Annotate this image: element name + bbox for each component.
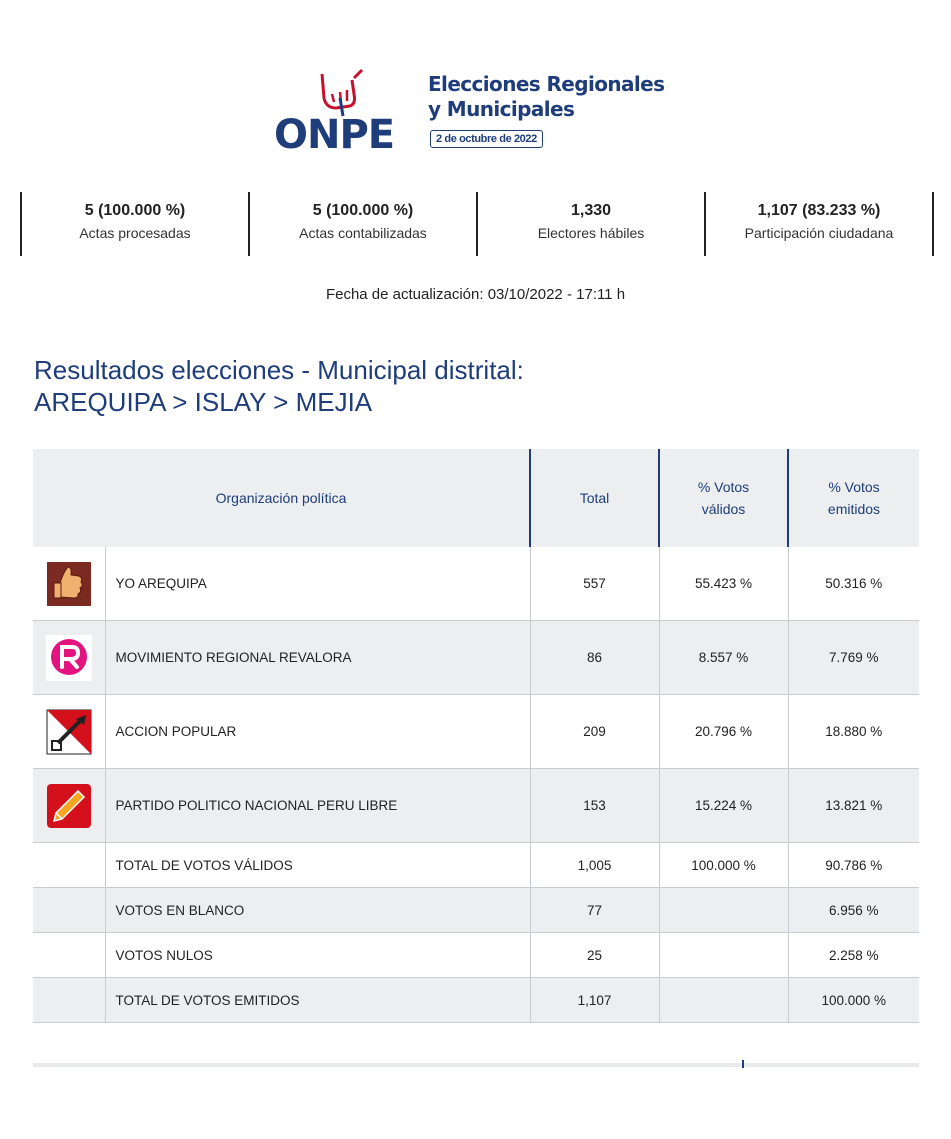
stat-electores-habiles: 1,330 Electores hábiles <box>476 192 704 256</box>
revalora-r-icon <box>46 635 92 681</box>
table-row: TOTAL DE VOTOS VÁLIDOS 1,005 100.000 % 90.786 % <box>33 843 919 888</box>
header-total: Total <box>530 449 659 547</box>
election-title: Elecciones Regionales y Municipales <box>428 72 665 121</box>
breadcrumb: AREQUIPA > ISLAY > MEJIA <box>34 387 373 417</box>
onpe-header <box>270 68 700 168</box>
header-votos-validos: % Votos válidos <box>659 449 788 547</box>
voting-hand-icon <box>310 68 370 118</box>
stats-bar <box>20 192 934 256</box>
results-title: Resultados elecciones - Municipal distrital: AREQUIPA > ISLAY > MEJIA <box>34 355 524 417</box>
shovel-icon <box>46 709 92 755</box>
onpe-logo-text: ONPE <box>274 112 395 158</box>
header-organizacion: Organización política <box>33 449 530 547</box>
election-date: 2 de octubre de 2022 <box>430 130 543 148</box>
stat-actas-procesadas: 5 (100.000 %) Actas procesadas <box>20 192 248 256</box>
table-row: PARTIDO POLITICO NACIONAL PERU LIBRE 153 15.224 % 13.821 % <box>33 769 919 843</box>
table-row: ACCION POPULAR 209 20.796 % 18.880 % <box>33 695 919 769</box>
table-row: VOTOS NULOS 25 2.258 % <box>33 933 919 978</box>
footer-tick <box>742 1060 744 1068</box>
results-table <box>33 449 919 1023</box>
header-votos-emitidos: % Votos emitidos <box>788 449 919 547</box>
table-row: TOTAL DE VOTOS EMITIDOS 1,107 100.000 % <box>33 978 919 1023</box>
pencil-icon <box>46 783 92 829</box>
table-row: VOTOS EN BLANCO 77 6.956 % <box>33 888 919 933</box>
table-row: YO AREQUIPA 557 55.423 % 50.316 % <box>33 547 919 621</box>
table-header-row <box>33 449 919 547</box>
thumbs-up-icon <box>46 561 92 607</box>
footer-divider <box>33 1063 919 1067</box>
update-timestamp: Fecha de actualización: 03/10/2022 - 17:11 h <box>325 286 626 303</box>
stat-actas-contabilizadas: 5 (100.000 %) Actas contabilizadas <box>248 192 476 256</box>
stat-participacion: 1,107 (83.233 %) Participación ciudadana <box>704 192 934 256</box>
table-row: MOVIMIENTO REGIONAL REVALORA 86 8.557 % 7.769 % <box>33 621 919 695</box>
